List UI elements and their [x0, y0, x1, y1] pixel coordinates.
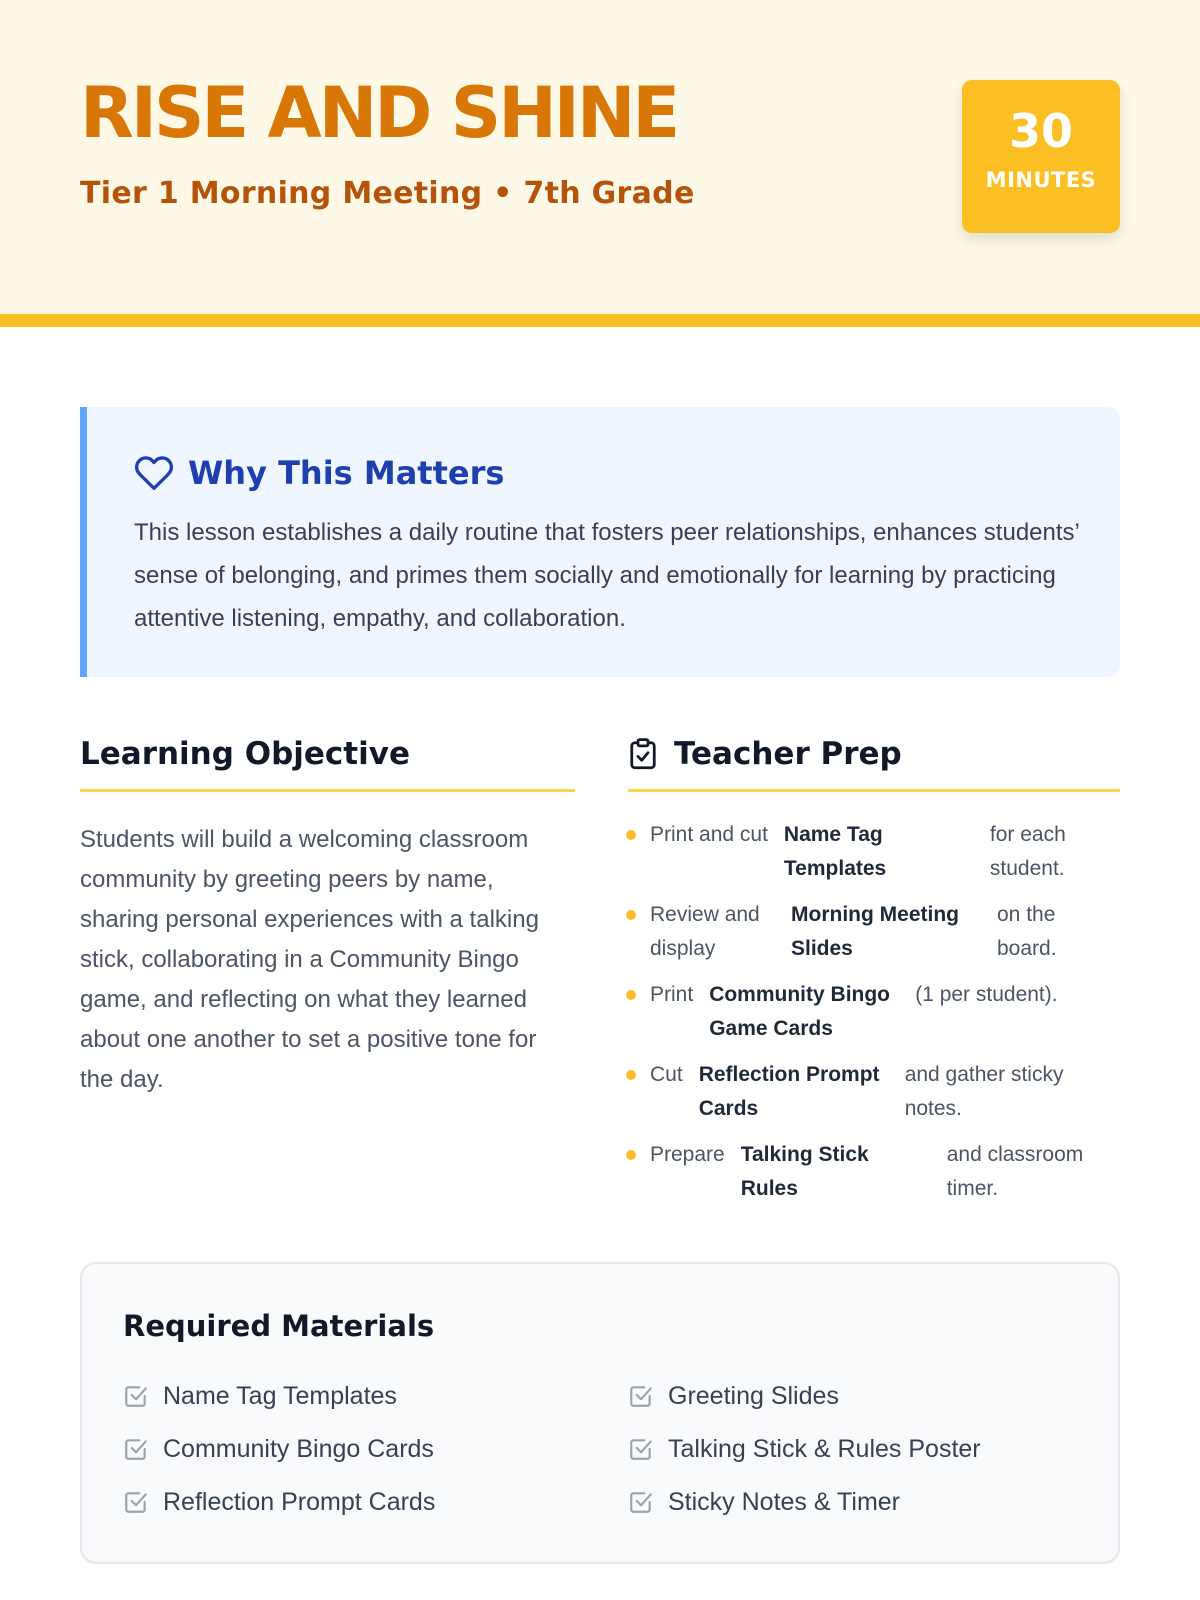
prep-action: Cut	[650, 1063, 683, 1086]
prep-detail: (1 per student).	[915, 983, 1058, 1006]
material-item	[123, 1429, 434, 1469]
page-subtitle: Tier 1 Morning Meeting • 7th Grade	[80, 176, 695, 211]
objective-heading: Learning Objective	[80, 736, 410, 772]
prep-material: Talking Stick Rules	[740, 1143, 869, 1200]
prep-detail: and classroom timer.	[946, 1143, 1084, 1200]
bullet-icon	[626, 1070, 636, 1080]
prep-item	[626, 1138, 1120, 1206]
duration-value: 30	[1008, 104, 1073, 158]
prep-heading	[628, 730, 902, 778]
materials-title: Required Materials	[123, 1309, 435, 1343]
clipboard-check-icon	[628, 737, 658, 771]
prep-title: Teacher Prep	[674, 736, 902, 772]
material-label: Name Tag Templates	[163, 1381, 397, 1410]
checkbox-icon	[123, 1383, 149, 1409]
material-item	[123, 1482, 435, 1522]
checkbox-icon	[628, 1489, 654, 1515]
prep-material: Reflection Prompt Cards	[698, 1063, 880, 1120]
checkbox-icon	[123, 1436, 149, 1462]
objective-divider	[80, 789, 575, 792]
why-title: Why This Matters	[188, 454, 505, 492]
material-label: Greeting Slides	[668, 1381, 839, 1410]
material-label: Talking Stick & Rules Poster	[668, 1434, 981, 1463]
prep-action: Review and display	[650, 903, 760, 960]
material-item	[628, 1482, 900, 1522]
prep-list	[626, 818, 1120, 1218]
why-body: This lesson establishes a daily routine that fosters peer relationships, enhances students’ sense of belonging, and primes them socially and emotionally for learning by practicing attentive listening, empathy, and collaboration.	[134, 519, 1079, 632]
header-divider	[0, 314, 1200, 327]
checkbox-icon	[123, 1489, 149, 1515]
required-materials-card	[80, 1262, 1120, 1564]
prep-material: Name Tag Templates	[783, 823, 887, 880]
prep-item	[626, 818, 1120, 886]
material-label: Sticky Notes & Timer	[668, 1487, 900, 1516]
prep-material: Community Bingo Game Cards	[709, 983, 891, 1040]
prep-detail: and gather sticky notes.	[904, 1063, 1064, 1120]
checkbox-icon	[628, 1436, 654, 1462]
heart-icon	[134, 453, 174, 493]
material-item	[123, 1376, 397, 1416]
material-label: Community Bingo Cards	[163, 1434, 434, 1463]
bullet-icon	[626, 1150, 636, 1160]
prep-detail: for each student.	[989, 823, 1066, 880]
bullet-icon	[626, 830, 636, 840]
checkbox-icon	[628, 1383, 654, 1409]
prep-material: Morning Meeting Slides	[791, 903, 959, 960]
prep-divider	[628, 789, 1120, 792]
duration-unit: MINUTES	[985, 168, 1097, 192]
prep-item	[626, 898, 1120, 966]
prep-action: Print and cut	[650, 823, 768, 846]
material-label: Reflection Prompt Cards	[163, 1487, 436, 1516]
material-item	[628, 1376, 839, 1416]
prep-action: Print	[650, 983, 694, 1006]
prep-detail: on the board.	[997, 903, 1057, 960]
objective-body: Students will build a welcoming classroom community by greeting peers by name, sharing personal experiences with a talking stick, collaborating in a Community Bingo game, and reflecting on what they learned about one another to set a positive tone for the day.	[80, 826, 539, 1093]
material-item	[628, 1429, 981, 1469]
page-title: RISE AND SHINE	[80, 72, 678, 154]
prep-item	[626, 1058, 1120, 1126]
bullet-icon	[626, 910, 636, 920]
header-banner	[0, 0, 1200, 314]
duration-badge	[962, 80, 1120, 233]
why-heading	[134, 453, 504, 493]
bullet-icon	[626, 990, 636, 1000]
prep-item	[626, 978, 1120, 1046]
prep-action: Prepare	[650, 1143, 725, 1166]
why-this-matters-callout	[80, 407, 1120, 677]
